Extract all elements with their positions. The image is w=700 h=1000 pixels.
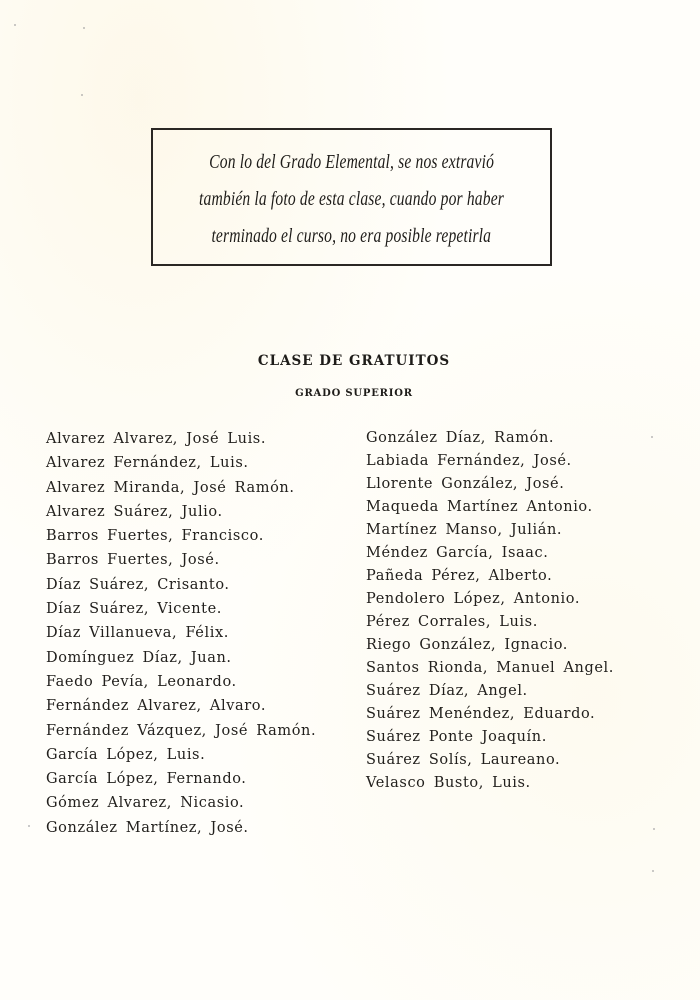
student-name: Díaz Suárez, Crisanto. xyxy=(46,576,230,593)
student-name: Faedo Pevía, Leonardo. xyxy=(46,673,237,690)
student-name: González Martínez, José. xyxy=(46,819,249,836)
student-name: Llorente González, José. xyxy=(366,476,565,492)
section-subtitle: GRADO SUPERIOR xyxy=(295,388,413,399)
student-name: Díaz Suárez, Vicente. xyxy=(46,601,222,618)
student-name: Pendolero López, Antonio. xyxy=(366,591,581,607)
student-name: González Díaz, Ramón. xyxy=(366,430,555,446)
student-name: Suárez Ponte Joaquín. xyxy=(366,729,547,745)
paper-speck xyxy=(651,436,653,438)
student-name: Martínez Manso, Julián. xyxy=(366,522,563,538)
student-name: Alvarez Alvarez, José Luis. xyxy=(46,431,267,447)
student-name: Fernández Alvarez, Alvaro. xyxy=(46,698,267,715)
student-name: Fernández Vázquez, José Ramón. xyxy=(46,722,317,739)
paper-speck xyxy=(83,27,85,29)
student-name: Suárez Solís, Laureano. xyxy=(366,752,561,768)
student-name: Pañeda Pérez, Alberto. xyxy=(366,568,553,584)
paper-speck xyxy=(653,828,655,830)
student-list-right xyxy=(366,427,614,795)
student-name: Suárez Díaz, Angel. xyxy=(366,683,528,699)
student-name: Maqueda Martínez Antonio. xyxy=(366,499,593,515)
student-name: Riego González, Ignacio. xyxy=(366,637,569,653)
notice-line-1: Con lo del Grado Elemental, se nos extravió xyxy=(209,150,494,173)
notice-line-3: terminado el curso, no era posible repetirla xyxy=(211,224,492,247)
student-name: Méndez García, Isaac. xyxy=(366,545,549,561)
paper-speck xyxy=(14,24,16,26)
notice-box xyxy=(151,128,552,266)
student-name: Velasco Busto, Luis. xyxy=(366,775,531,791)
student-name: Labiada Fernández, José. xyxy=(366,453,572,469)
student-name: Barros Fuertes, Francisco. xyxy=(46,528,264,545)
paper-speck xyxy=(652,870,654,872)
student-name: Santos Rionda, Manuel Angel. xyxy=(366,660,615,676)
student-name: Alvarez Miranda, José Ramón. xyxy=(46,479,295,496)
student-name: Díaz Villanueva, Félix. xyxy=(46,625,229,642)
student-name: Alvarez Suárez, Julio. xyxy=(46,503,223,520)
student-name: Suárez Menéndez, Eduardo. xyxy=(366,706,596,722)
section-title: CLASE DE GRATUITOS xyxy=(257,353,451,369)
student-name: Gómez Alvarez, Nicasio. xyxy=(46,795,245,812)
student-name: García López, Fernando. xyxy=(46,771,247,788)
student-name: Domínguez Díaz, Juan. xyxy=(46,649,232,666)
student-name: Pérez Corrales, Luis. xyxy=(366,614,538,630)
paper-speck xyxy=(81,94,83,96)
notice-line-2: también la foto de esta clase, cuando por haber xyxy=(198,187,504,210)
student-name: García López, Luis. xyxy=(46,746,206,763)
student-name: Barros Fuertes, José. xyxy=(46,552,220,569)
student-name: Alvarez Fernández, Luis. xyxy=(46,455,249,472)
paper-speck xyxy=(28,825,30,827)
student-list-left xyxy=(46,427,316,840)
